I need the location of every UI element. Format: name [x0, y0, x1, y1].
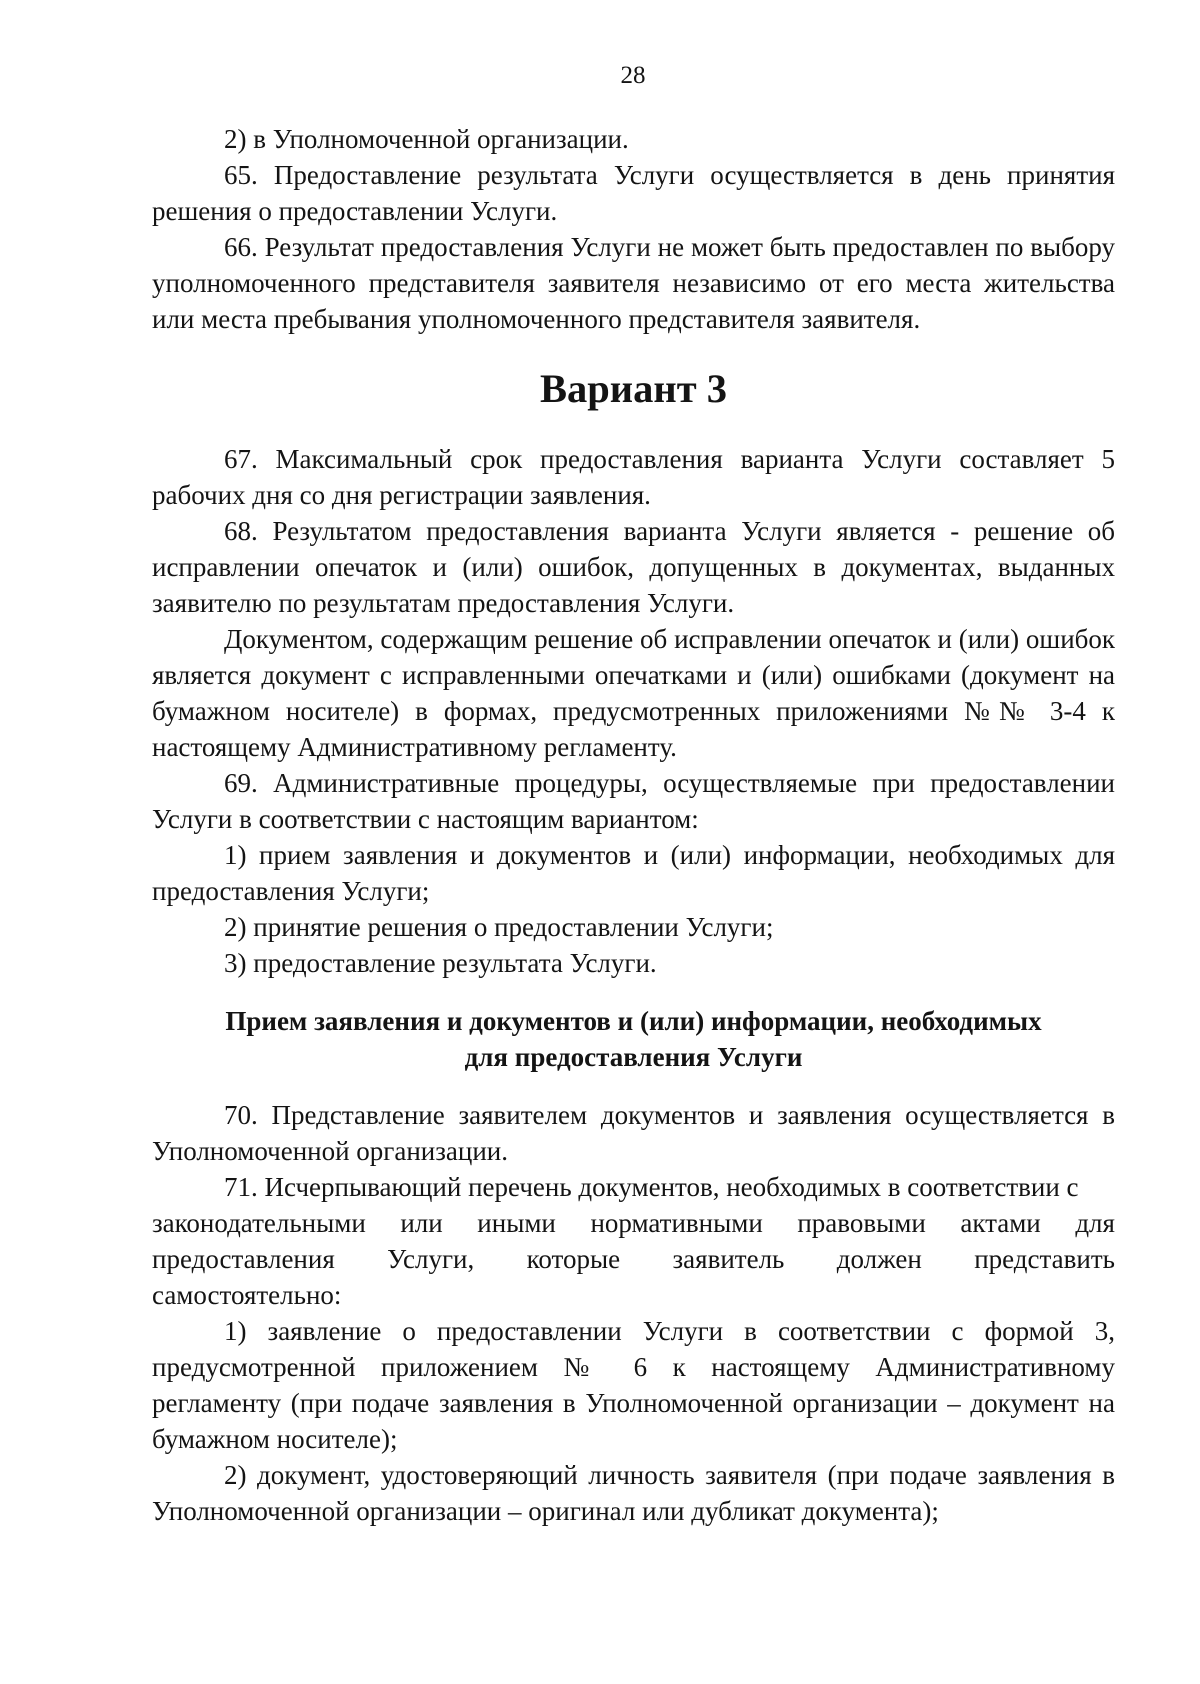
paragraph-68: 68. Результатом предоставления варианта Услуги является - решение об исправлении опечаток и (или) ошибок, допущенных в документах, выданных заявителю по результатам предоставления Услуги.: [152, 516, 1115, 618]
paragraph-65: 65. Предоставление результата Услуги осуществляется в день принятия решения о предоставлении Услуги.: [152, 160, 1115, 226]
spacer: [152, 1075, 1115, 1097]
paragraph-71-line-4: самостоятельно:: [152, 1280, 342, 1310]
paragraph-71-item-2: 2) документ, удостоверяющий личность заявителя (при подаче заявления в Уполномоченной организации – оригинал или дубликат документа);: [152, 1460, 1115, 1526]
paragraph-item-2: 2) в Уполномоченной организации.: [224, 124, 629, 154]
section-heading-line-2: для предоставления Услуги: [464, 1042, 803, 1072]
word: законодательными: [152, 1208, 366, 1238]
section-heading-line-1: Прием заявления и документов и (или) информации, необходимых: [225, 1006, 1042, 1036]
paragraph-67: 67. Максимальный срок предоставления варианта Услуги составляет 5 рабочих дня со дня регистрации заявления.: [152, 444, 1115, 510]
paragraph-68-document: Документом, содержащим решение об исправлении опечаток и (или) ошибок является документ с исправленными опечатками и (или) ошибками (документ на бумажном носителе) в формах, предусмотренных приложениями №№ 3-4 к настоящему Административному регламенту.: [152, 624, 1115, 762]
word: которые: [526, 1244, 621, 1274]
word: представить: [974, 1244, 1115, 1274]
word: актами: [960, 1208, 1041, 1238]
word: нормативными: [590, 1208, 763, 1238]
word: правовыми: [797, 1208, 926, 1238]
paragraph-71-line-1: 71. Исчерпывающий перечень документов, необходимых в соответствии с: [224, 1172, 1079, 1202]
page-number: 28: [620, 62, 646, 89]
spacer: [152, 407, 1115, 441]
paragraph-69: 69. Административные процедуры, осуществляемые при предоставлении Услуги в соответствии с настоящим вариантом:: [152, 768, 1115, 834]
word: или: [400, 1208, 443, 1238]
paragraph-69-item-3: 3) предоставление результата Услуги.: [224, 948, 657, 978]
word: предоставления: [152, 1244, 335, 1274]
paragraph-70: 70. Представление заявителем документов и заявления осуществляется в Уполномоченной организации.: [152, 1100, 1115, 1166]
paragraph-66: 66. Результат предоставления Услуги не может быть предоставлен по выбору уполномоченного представителя заявителя независимо от его места жительства или места пребывания уполномоченного представителя заявителя.: [152, 232, 1115, 334]
variant-heading: Вариант 3: [540, 366, 727, 411]
word: заявитель: [672, 1244, 785, 1274]
word: Услуги,: [387, 1244, 475, 1274]
paragraph-71-item-1: 1) заявление о предоставлении Услуги в соответствии с формой 3, предусмотренной приложением № 6 к настоящему Административному регламенту (при подаче заявления в Уполномоченной организации – документ на бумажном носителе);: [152, 1316, 1115, 1454]
spacer: [152, 981, 1115, 1003]
word: для: [1075, 1208, 1115, 1238]
word: иными: [477, 1208, 556, 1238]
paragraph-69-item-2: 2) принятие решения о предоставлении Услуги;: [224, 912, 774, 942]
paragraph-69-item-1: 1) прием заявления и документов и (или) информации, необходимых для предоставления Услуги;: [152, 840, 1115, 906]
page-content: [152, 121, 1115, 1529]
paragraph-71-line-3: [152, 1241, 1115, 1277]
paragraph-71-line-2: [152, 1205, 1115, 1241]
word: должен: [836, 1244, 922, 1274]
